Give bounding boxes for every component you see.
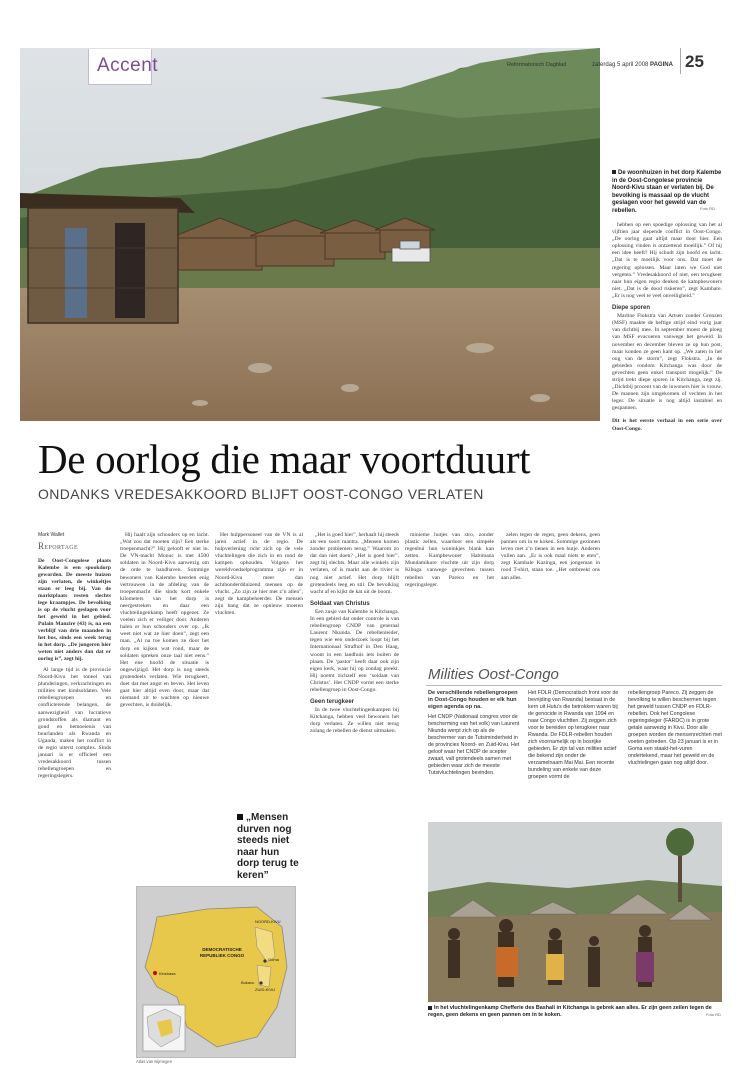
kicker: Reportage: [38, 541, 79, 551]
main-photo: [20, 48, 600, 421]
pull-quote-text: [237, 812, 302, 881]
article-text-3: In de twee vluchtelingenkampen bij Kitchanga, hebben veel bewoners het dorp verlaten. Ze willen niet terug zolang de rebellen de dienst uitmaken.: [310, 707, 399, 735]
camp-photo-credit: Foto RD: [706, 1012, 721, 1017]
map-label-kinshasa: Kinshasa: [159, 971, 176, 976]
article-text: Al lange tijd is de provincie Noord-Kivu het toneel van plunderingen, verkrachtingen en milities met kindsoldaten. Vele rebellengroepen en conflicterende belangen, de aanwezigheid van lucratieve grondstoffen als diamant en goud en bemoeienis van buurlanden als Rwanda en Uganda, maken het conflict in de regio uiterst complex. Sinds januari is er officieel een vredesakkoord tussen rebellengroepen en regeringslegers.: [38, 667, 111, 780]
headline: De oorlog die maar voortduurt: [38, 436, 531, 482]
article-column-1: [38, 558, 111, 781]
sidebar-column: [612, 214, 722, 644]
congo-map: [136, 886, 296, 1058]
section-label: Accent: [97, 55, 159, 76]
box-title: Milities Oost-Congo: [428, 666, 559, 683]
camp-caption: [428, 1005, 722, 1019]
box-column-1: [428, 690, 520, 777]
byline: Mark Wallet: [38, 532, 65, 538]
article-text: Hij haalt zijn schouders op en lacht. „Wat zou dat moeten zijn? Een sterke troepenmacht?” Hij gelooft er niet in. De VN-macht Monuc is met 4500 soldaten in Noord-Kivu aanwezig om de orde te handhaven. Sommige bewoners van Kalembe keerden enig vertrouwen in de afdeling van de troepenmacht die sinds kort enkele kilometers van het dorp is neergestreken en daar een vluchtelingenkamp heeft opgezet. Ze voelen zich er veiliger door. Anderen halen er hun schouders over op. „Ik weet niet wat ze hier doen”, zegt een man. „Al na toe komen ze door het dorp en kijken wat rond, maar de soldaten spreken onze taal niet eens.” Het ene hoofd de situatie is ongewijzigd. Het dorp is nog steeds grotendeels verlaten. Wie terugkeert, doet dat met angst en beven. Het leven gaat hier altijd even door, maar dat niemand zit te wachten op nieuwe gevechten, is duidelijk.: [120, 532, 209, 709]
refugee-camp-photo: [428, 822, 722, 1002]
article-lead: De Oost-Congolese plaats Kalembe is een spookdorp geworden. De meeste huizen zijn verlaten, de winkeltjes staan er leeg bij. Van de marktplaats resten slechts lege kraampjes. De bevolking is op de vlucht geslagen voor het geweld in het gebied. Pulain Manzire (43) is, na een verblijf van drie maanden in het bos, sinds een week terug in het dorp. „De jongeren hier weten niet anders dan dat er oorlog is”, zegt hij.: [38, 558, 111, 662]
map-label-goma: Goma: [268, 957, 279, 962]
caption-marker: [428, 1006, 432, 1010]
divider: [680, 48, 681, 74]
article-column-6: [501, 532, 600, 652]
article-text: zelen tegen de regen, geen dekens, geen pannen om in te koken. Sommige gezinnen leven met z’n tienen in een hutje. Anderen vullen aan. „Er is ook maal niets te eten”, zegt Kambale Kazinga, een jongeman in rood T-shirt, staan toe. „Het ontbreekt ons aan alles.: [501, 532, 600, 581]
series-note: Dit is het eerste verhaal in een serie over Oost-Congo.: [612, 418, 722, 432]
map-title: DEMOCRATISCHE REPUBLIEK CONGO: [199, 947, 245, 958]
camp-photo: [428, 822, 722, 1002]
map-credit: Atlas van Nijmegen: [136, 1059, 173, 1064]
village-photo: [20, 48, 600, 421]
article-text: minieme hutjes van stro, zonder plastic zeilen, waardoor een simpele regenbui hun woninkjes blank kan zetten. Kampbewoner Habimana Mundamikure vluchtte uit zijn dorp Kibuga vanwege gevechten tussen rebellen van Pareco en het regeringsleger.: [405, 532, 494, 588]
article-column-4: [310, 532, 399, 1057]
box-column-2: Het FDLR (Democratisch front voor de bevrijding van Rwanda) bestaat in de kern uit Hutu’s die betrokken waren bij de genocide in Rwanda van 1994 en naar Congo vluchtten. Zij zeggen zich voor te bereiden op terugkeer naar Rwanda. De FDLR-rebellen houden zich voornamelijk op in bosrijke gebieden. Er zijn tal van milities actief die bekend zijn onder de verzamelnaam Mai Mai. Een recente bundeling van enkele van deze groepen vormt de: [528, 690, 619, 780]
photo-credit: Reformatorisch Dagblad: [507, 62, 567, 68]
map-label-bukavu: Bukavu: [241, 980, 255, 985]
article-text: Het hulppersoneel van de VN is al jaren actief in de regio. De hulpverlening richt zich op de vele vluchtelingen die zich in en rond de kampen ophouden. Volgens het wereldvoedselprogramma zijn er in Noord-Kivu meer dan achthonderdduizend mensen op de vlucht. „Zo zijn ze hier met z’n allen”, zegt de kampbeheerder. De mensen zijn bang dat ze opnieuw moeten vluchten.: [215, 532, 303, 617]
date-line: [592, 62, 673, 68]
page-number: 25: [685, 52, 704, 71]
pull-quote-body: „Mensen durven nog steeds niet naar hun dorp terug te keren”: [237, 812, 299, 881]
publication-label: PAGINA: [650, 62, 673, 68]
date: zaterdag 5 april 2008: [592, 62, 649, 68]
intertitle-soldaat: Soldaat van Christus: [310, 600, 370, 607]
sidebar-text-2: Martine Flokstra van Artsen zonder Grenzen (MSF) maakte de heftige strijd eind vorig jaar van dichtbij mee. In september moest de ploeg van MSF evacueren vanwege het geweld. In november en december bleven ze op hun post, maar konden ze geen kant op. „We zaten in het oog van de storm”, zegt Flokstra. „In de gebieden rondom Kitchanga was door de gevechten geen enkel transport mogelijk.” De strijd trekt diepe sporen in Kitchanga, zegt zij. „Dichtbij procent van de inwoners hier is vrouw. De mannen zijn omgekomen of vechten in het leger. De situatie is nog altijd instabiel en gespannen.: [612, 313, 722, 412]
camp-caption-text: In het vluchtelingenkamp Chefferie des Bashali in Kitchanga is gebrek aan alles. Er zijn geen zeilen tegen de regen, geen dekens en geen pannen om in te koken.: [428, 1005, 712, 1018]
box-lead: De verschillende rebellengroepen in Oost-Congo houden er elk hun eigen agenda op na.: [428, 690, 518, 710]
subheadline: ONDANKS VREDESAKKOORD BLIJFT OOST-CONGO VERLATEN: [38, 486, 484, 502]
article-text-2: Een zusje van Kalembe is Kitchanga. In een gebied dat onder controle is van rebellengroep CNDP van generaal Laurent Nkunda. De rebellenleider, tegen wie een onderzoek loopt bij het Internationaal Strafhof in Den Haag, woont in een landhuis iets buiten de plaats. De ‘pastor’ heeft daar ook zijn eigen kerk, waar hij op zondag preekt. Hij noemt zichzelf een ‘soldaat van Christus’. Het CNDP vormt een sterke rebellengroep in Oost-Congo.: [310, 608, 399, 693]
divider: [426, 685, 722, 686]
article-text: „Het is goed hier”, herhaalt hij steeds als een soort mantra. „Mensen komen zonder problemen terug.” Waarom zo dat dan niet doen? „Het is goed hier”, zegt hij slechts. Maar alle winkels zijn verlaten, of is markt aan de rivier is nog niet actief. Het dorp blijft grotendeels leeg en stil. De bevolking wacht af en kijkt de kat uit de boom.: [310, 532, 399, 595]
sidebar-text: hebben op een spoedige oplossing van het al vijftien jaar slepende conflict in Oost-Congo. „De oorlog gaat altijd maar door hier. Een oplossing vinden is ontzettend moeilijk.” Of hij een idee heeft? Hij schudt zijn hoofd en lacht. „Dat is te moeilijk voor ons. Dat moet de regering oplossen. Maar laten we God niet vergeten.” Vredesakkoord of niet, een terugkeer naar hun eigen regio denken de kampbewoners niet. „Dat is de dood riskeren”, zegt Kambare. „Er is nog veel te veel onveiligheid.”: [612, 222, 722, 299]
pull-quote: [237, 812, 302, 881]
intertitle-geen-terugkeer: Geen terugkeer: [310, 699, 355, 706]
article-column-5: [405, 532, 494, 652]
photo-caption-text: De woonhuizen in het dorp Kalembe in de Oost-Congolese provincie Noord-Kivu staan er verlaten bij. De bevolking is massaal op de vlucht geslagen voor het geweld van de rebellen.: [612, 170, 722, 214]
caption-marker: [612, 170, 616, 174]
box-text: Het CNDP (Nationaal congres voor de bescherming van het volk) van Laurent Nkunda werpt zich op als de beschermer van de Tutsiminderheid in de provincies Noord- en Zuid-Kivu. Het geloof waar het CNDP de scepter zwaait, valt grotendeels samen met gebieden waar zich de meeste Tutsivluchtelingen bevinden.: [428, 714, 520, 776]
map-label-noord-kivu: NOORD-KIVU: [255, 919, 281, 924]
sidebar-intertitle: Diepe sporen: [612, 305, 651, 312]
map-label-zuid-kivu: ZUID-KIVU: [255, 987, 275, 992]
box-column-3: rebellengroep Pareco. Zij zeggen de bevolking te willen beschermen tegen het geweld tussen CNDP en FDLR-rebellen. Ook het Congolese regeringsleger (FARDC) is in grote getale aanwezig in Kivu. Door alle groepen worden de mensenrechten met voeten getreden. Op 23 januari is er in Goma een staakt-het-vuren ondertekend, maar het geweld en de vluchtelingen gaan nog altijd door.: [628, 690, 722, 766]
article-column-3: [215, 532, 303, 802]
photo-caption-credit: Foto RD: [700, 206, 715, 211]
quote-marker: [237, 814, 243, 820]
